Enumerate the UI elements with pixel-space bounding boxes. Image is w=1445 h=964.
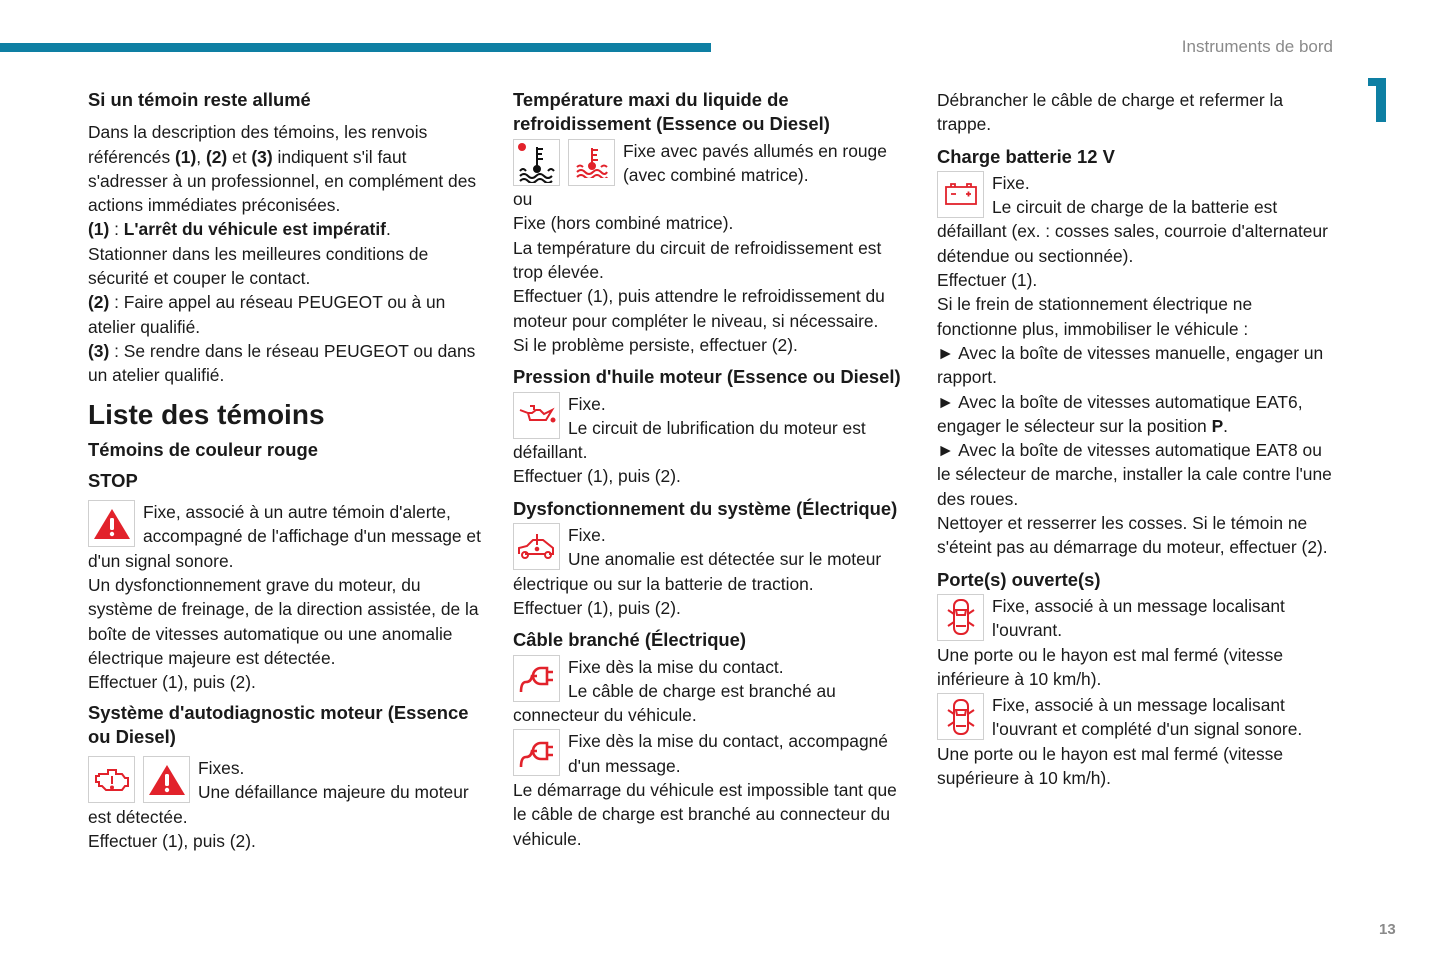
warning-light-description [88,756,484,829]
description-text [992,596,1285,640]
text-run: Fixe (hors combiné matrice). [513,213,734,234]
text-run: : [109,219,124,240]
paragraph [937,643,1333,692]
text-run: Effectuer (1), puis (2). [513,597,681,618]
section-heading-dysfonctionnement-du-systeme-electrique: Dysfonctionnement du système (Électrique) [513,497,898,519]
text-run: Effectuer (1), puis (2). [88,831,256,852]
chapter-number [1366,76,1388,122]
charging-plug-icon [513,729,560,776]
paragraph [88,339,484,388]
text-run: Fixe dès la mise du contact. [568,656,784,677]
text-run: Le câble de charge est branché au connecteur du véhicule. [513,680,836,726]
paragraph [937,390,1333,439]
text-run: Stationner dans les meilleures conditions de sécurité et couper le contact. [88,243,429,289]
warning-light-description [513,523,909,596]
section-heading-porte-s-ouverte-s: Porte(s) ouverte(s) [937,568,1101,590]
battery-icon [937,171,984,218]
text-run: Un dysfonctionnement grave du moteur, du système de freinage, de la direction assistée, de la boîte de vitesses automatique ou une anomalie électrique majeure est détectée. [88,575,479,668]
description-text [937,173,1328,266]
text-run: Une défaillance majeure du moteur est détectée. [88,782,469,827]
text-run: Dans la description des témoins, les renvois référencés [88,122,428,167]
warning-light-description [88,500,484,573]
description-text [992,695,1302,739]
paragraph [937,292,1333,341]
description-text [513,394,866,463]
description-text [88,502,481,571]
description-text [513,657,836,726]
bold-text-run: (3) [251,146,273,167]
paragraph [937,88,1333,137]
bold-text-run: (1) [88,219,110,240]
section-heading-pression-d-huile-moteur-essence-ou-diese: Pression d'huile moteur (Essence ou Diesel) [513,366,901,388]
column-3 [937,88,1333,790]
text-run: Effectuer (1), puis (2). [513,466,681,487]
paragraph [937,268,1333,292]
paragraph [513,778,909,851]
text-run: Une porte ou le hayon est mal fermé (vitesse supérieure à 10 km/h). [937,743,1284,789]
text-run: Fixe dès la mise du contact, accompagné d'un message. [568,731,888,776]
text-run: Effectuer (1), puis (2). [88,672,256,693]
text-run: Nettoyer et resserrer les cosses. Si le témoin ne s'éteint pas au démarrage du moteur, effectuer (2). [937,513,1328,558]
text-run: Effectuer (1), puis attendre le refroidissement du moteur pour compléter le niveau, si nécessaire. [513,286,885,331]
text-run: Une porte ou le hayon est mal fermé (vitesse inférieure à 10 km/h). [937,644,1284,689]
text-run: Fixe. [568,393,606,414]
paragraph [513,236,909,285]
text-run: : Se rendre dans le réseau PEUGEOT ou dans un atelier qualifié. [88,340,476,386]
paragraph [937,742,1333,791]
paragraph [88,120,484,217]
text-run: Le démarrage du véhicule est impossible tant que le câble de charge est branché au connecteur du véhicule. [513,780,897,849]
page-heading-liste-des-temoins: Liste des témoins [88,398,325,430]
section-heading-systeme-d-autodiagnostic-moteur-essence-: Système d'autodiagnostic moteur (Essence ou Diesel) [88,701,469,747]
section-heading-stop: STOP [88,469,138,491]
paragraph [88,829,484,853]
paragraph [513,284,909,333]
text-run: Effectuer (1). [937,270,1038,291]
section-heading-cable-branche-electrique: Câble branché (Électrique) [513,629,747,651]
paragraph [88,290,484,339]
warning-light-description [513,392,909,465]
section-heading-temperature-maxi-du-liquide-de-refroidis: Température maxi du liquide de refroidissement (Essence ou Diesel) [513,89,830,135]
text-run: Fixe, associé à un message localisant l'ouvrant. [992,595,1285,641]
text-run: . [385,219,391,240]
bold-text-run: (1) [175,146,197,167]
paragraph [88,670,484,694]
bold-text-run: P [1211,415,1224,436]
page-number: 13 [1379,921,1396,938]
paragraph [937,341,1333,390]
coolant-temperature-black-icon [513,139,560,186]
text-run: ► Avec la boîte de vitesses automatique EAT6, engager le sélecteur sur la position [937,391,1303,436]
warning-light-description [513,655,909,728]
text-run: Le circuit de charge de la batterie est défaillant (ex. : cosses sales, courroie d'alternateur détendue ou sectionnée). [937,197,1328,266]
engine-icon [88,756,135,803]
section-heading-charge-batterie-12-v: Charge batterie 12 V [937,145,1115,167]
section-title: Instruments de bord [1181,37,1333,56]
text-run: : Faire appel au réseau PEUGEOT ou à un atelier qualifié. [88,292,446,337]
text-run: . [1223,415,1229,436]
coolant-temperature-red-icon [568,139,615,186]
text-run: Fixes. [198,758,245,779]
text-run: Si le frein de stationnement électrique ne fonctionne plus, immobiliser le véhicule : [937,294,1253,339]
warning-light-description [937,594,1333,643]
paragraph [88,242,484,291]
section-heading-temoins-de-couleur-rouge: Témoins de couleur rouge [88,438,318,460]
description-text [513,525,881,594]
description-text [623,141,887,185]
text-run: ► Avec la boîte de vitesses automatique EAT8 ou le sélecteur de marche, installer la cale contre l'une des roues. [937,440,1332,509]
bold-text-run: L'arrêt du véhicule est impératif [123,219,386,240]
paragraph [937,438,1333,511]
bold-text-run: (3) [88,340,110,361]
warning-triangle-icon [143,756,190,803]
text-run: , [196,146,206,167]
paragraph [513,333,909,357]
oil-can-icon [513,392,560,439]
text-run: Fixe, associé à un message localisant l'ouvrant et complété d'un signal sonore. [992,695,1303,740]
warning-light-description [513,729,909,778]
electric-car-fault-icon [513,523,560,570]
text-run: Débrancher le câble de charge et refermer la trappe. [937,90,1284,135]
door-open-icon [937,693,984,740]
text-run: indiquent s'il faut s'adresser à un professionnel, en complément des actions immédiates préconisées. [88,146,477,216]
text-run: Fixe avec pavés allumés en rouge (avec combiné matrice). [623,140,887,185]
warning-light-description [513,139,909,188]
paragraph [513,464,909,488]
bold-text-run: (2) [88,292,110,313]
paragraph [513,187,909,211]
paragraph [88,573,484,670]
text-run: ou [513,189,533,210]
description-text [568,731,888,775]
text-run: et [227,146,252,167]
warning-light-description [937,171,1333,268]
text-run: Fixe. [568,525,606,546]
paragraph [88,217,484,241]
section-heading-si-un-temoin-reste-allume: Si un témoin reste allumé [88,89,311,110]
paragraph [513,596,909,620]
text-run: Le circuit de lubrification du moteur est défaillant. [513,417,866,463]
door-open-icon [937,594,984,641]
bold-text-run: (2) [205,146,228,167]
text-run: ► Avec la boîte de vitesses manuelle, engager un rapport. [937,342,1324,388]
warning-light-description [937,693,1333,742]
text-run: Fixe, associé à un autre témoin d'alerte, accompagné de l'affichage d'un message et d'un signal sonore. [88,502,481,571]
paragraph [937,511,1333,560]
text-run: La température du circuit de refroidissement est trop élevée. [513,237,882,283]
header-accent-bar [0,43,711,52]
text-run: Si le problème persiste, effectuer (2). [513,334,798,355]
column-1 [88,88,484,853]
paragraph [513,211,909,235]
text-run: Fixe. [992,172,1030,193]
warning-triangle-icon [88,500,135,547]
text-run: Une anomalie est détectée sur le moteur électrique ou sur la batterie de traction. [513,549,882,594]
charging-plug-icon [513,655,560,702]
column-2 [513,88,909,851]
